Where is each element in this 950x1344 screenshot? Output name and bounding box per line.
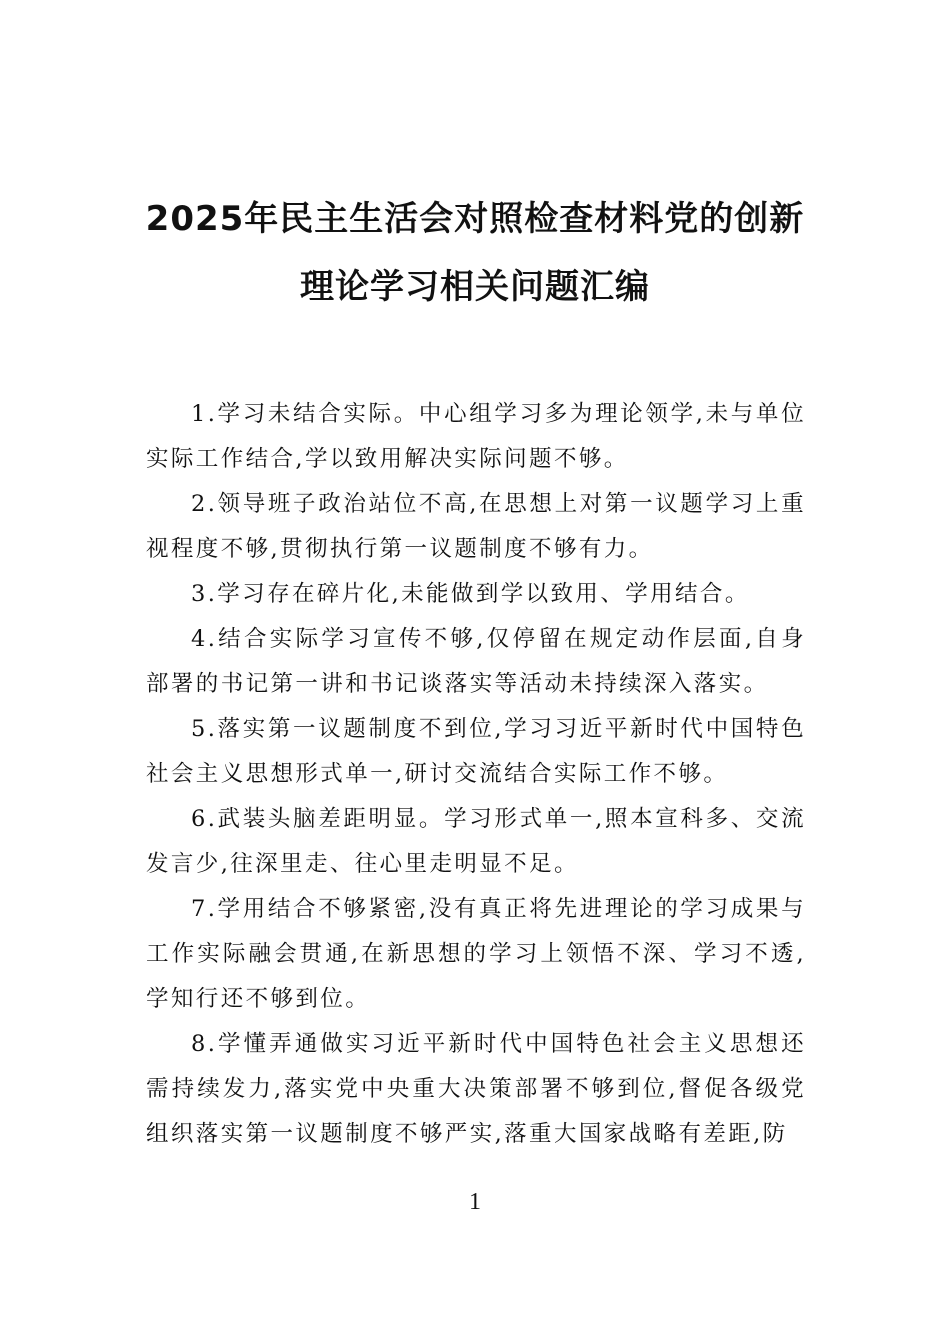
paragraph-5: 5.落实第一议题制度不到位,学习习近平新时代中国特色社会主义思想形式单一,研讨交流结合实际工作不够。 xyxy=(146,716,806,787)
paragraph-6: 6.武装头脑差距明显。学习形式单一,照本宣科多、交流发言少,往深里走、往心里走明显不足。 xyxy=(146,806,806,877)
paragraph-1: 1.学习未结合实际。中心组学习多为理论领学,未与单位实际工作结合,学以致用解决实际问题不够。 xyxy=(146,401,806,472)
page-number: 1 xyxy=(469,1189,481,1215)
paragraph-4: 4.结合实际学习宣传不够,仅停留在规定动作层面,自身部署的书记第一讲和书记谈落实等活动未持续深入落实。 xyxy=(146,626,806,697)
document-title-line-2: 理论学习相关问题汇编 xyxy=(300,267,650,307)
paragraph-7: 7.学用结合不够紧密,没有真正将先进理论的学习成果与工作实际融会贯通,在新思想的学习上领悟不深、学习不透,学知行还不够到位。 xyxy=(146,896,806,1012)
paragraph-3: 3.学习存在碎片化,未能做到学以致用、学用结合。 xyxy=(191,581,750,607)
document-title-line-1: 2025年民主生活会对照检查材料党的创新 xyxy=(145,199,805,239)
paragraph-2: 2.领导班子政治站位不高,在思想上对第一议题学习上重视程度不够,贯彻执行第一议题制度不够有力。 xyxy=(146,491,806,562)
document-body xyxy=(146,392,806,1157)
paragraph-8: 8.学懂弄通做实习近平新时代中国特色社会主义思想还需持续发力,落实党中央重大决策部署不够到位,督促各级党组织落实第一议题制度不够严实,落重大国家战略有差距,防 xyxy=(146,1031,806,1147)
